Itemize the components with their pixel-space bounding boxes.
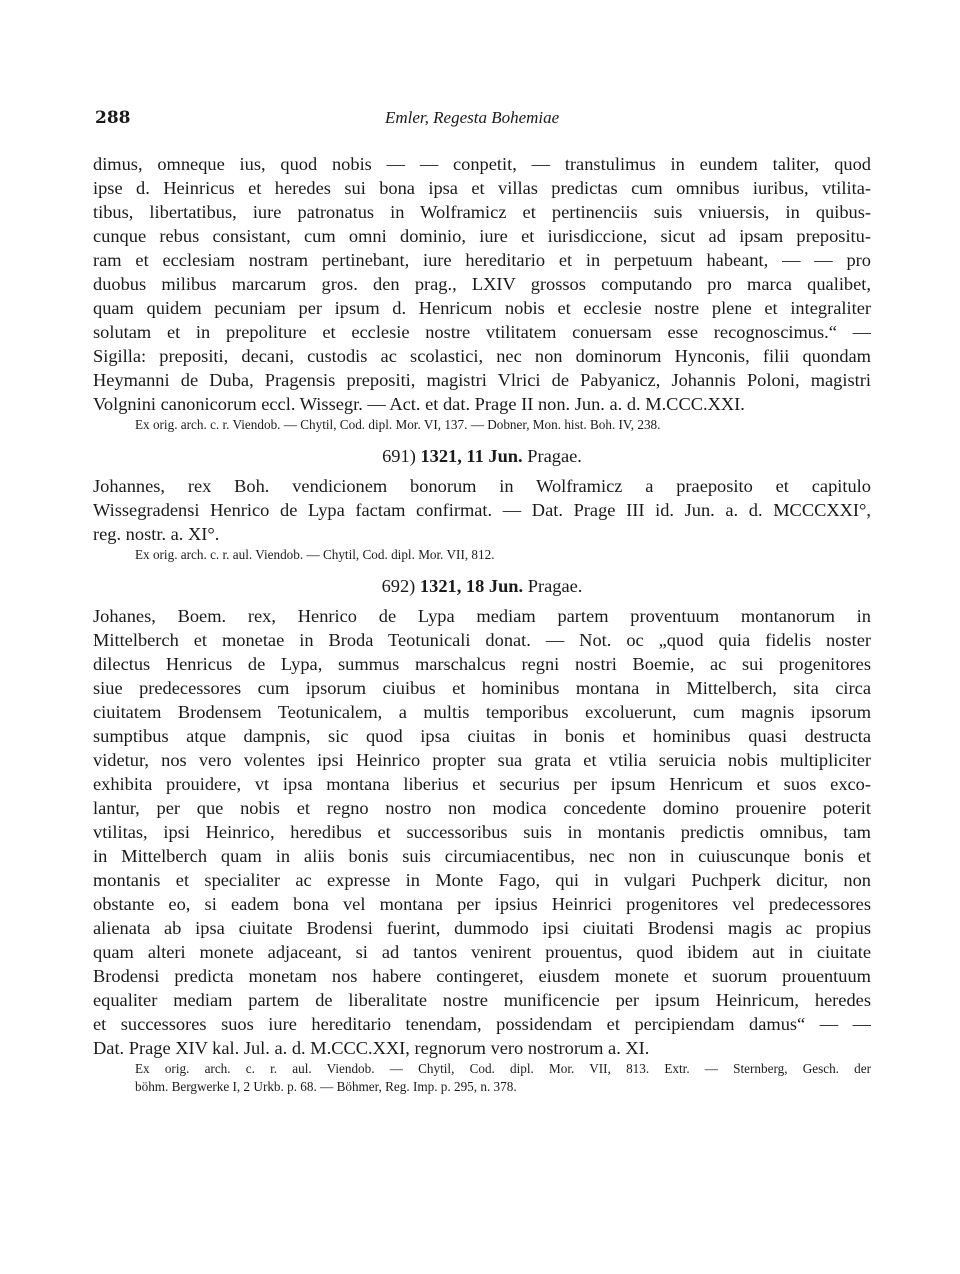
entry-heading: [93, 444, 871, 468]
text-line: quam quidem pecuniam per ipsum d. Henricum nobis et ecclesie nostre plene et integraliter: [93, 298, 871, 318]
source-note: [93, 416, 871, 434]
text-line: Heymanni de Duba, Pragensis prepositi, magistri Vlrici de Pabyanicz, Johannis Poloni, magistri: [93, 370, 871, 390]
entry-paragraph: [93, 474, 871, 546]
entry-date: 1321, 11 Jun.: [420, 446, 523, 466]
body-text: [93, 152, 871, 1096]
text-line: Johannes, rex Boh. vendicionem bonorum in Wolframicz a praeposito et capitulo: [93, 476, 871, 496]
text-line: Dat. Prage XIV kal. Jul. a. d. M.CCC.XXI, regnorum vero nostrorum a. XI.: [93, 1038, 650, 1058]
text-line: siue predecessores cum ipsorum ciuibus et hominibus montana in Mittelberch, sita circa: [93, 678, 871, 698]
text-line: equaliter mediam partem de liberalitate nostre munificencie per ipsum Heinricum, heredes: [93, 990, 871, 1010]
text-line: ram et ecclesiam nostram pertinebant, iure hereditario et in perpetuum habeant, — — pro: [93, 250, 871, 270]
text-line: duobus milibus marcarum gros. den prag., LXIV grossos computando pro marca qualibet,: [93, 274, 871, 294]
note-line: Ex orig. arch. c. r. aul. Viendob. — Chytil, Cod. dipl. Mor. VII, 812.: [135, 547, 495, 562]
source-note: [93, 546, 871, 564]
text-line: montanis et specialiter ac expresse in Monte Fago, qui in vulgari Puchperk dicitur, non: [93, 870, 871, 890]
text-line: solutam et in prepoliture et ecclesie nostre vtilitatem conuersam esse recognoscimus.“ —: [93, 322, 871, 342]
entry-date: 1321, 18 Jun.: [419, 576, 524, 596]
text-line: Mittelberch et monetae in Broda Teotunicali donat. — Not. oc „quod quia fidelis noster: [93, 630, 871, 650]
text-line: reg. nostr. a. XI°.: [93, 524, 220, 544]
text-line: ciuitatem Brodensem Teotunicalem, a multis temporibus excoluerunt, cum magnis ipsorum: [93, 702, 871, 722]
text-line: et successores suos iure hereditario tenendam, possidendam et percipiendam damus“ — —: [93, 1014, 871, 1034]
entry-number: 691): [382, 446, 416, 466]
text-line: lantur, per que nobis et regno nostro non modica concedente domino prouenire poterit: [93, 798, 871, 818]
note-line: böhm. Bergwerke I, 2 Urkb. p. 68. — Böhmer, Reg. Imp. p. 295, n. 378.: [135, 1079, 517, 1094]
entry-place: Pragae.: [527, 576, 583, 596]
text-line: vtilitas, ipsi Heinrico, heredibus et successoribus suis in montanis predictis omnibus, tam: [93, 822, 871, 842]
entry-place: Pragae.: [527, 446, 582, 466]
entry-paragraph: [93, 604, 871, 1060]
page-header: [95, 108, 875, 134]
text-line: videtur, nos vero volentes ipsi Heinrico propter sua grata et vtilia seruicia nobis multipliciter: [93, 750, 871, 770]
text-line: ipse d. Heinricus et heredes sui bona ipsa et villas predictas cum omnibus iuribus, vtilita-: [93, 178, 871, 198]
text-line: cunque rebus consistant, cum omni dominio, iure et iurisdiccione, sicut ad ipsam prepositu-: [93, 226, 871, 246]
text-line: Brodensi predicta monetam nos habere contingeret, eiusdem monete et suorum prouentuum: [93, 966, 871, 986]
text-line: dilectus Henricus de Lypa, summus marschalcus regni nostri Boemie, ac sui progenitores: [93, 654, 871, 674]
text-line: Volgnini canonicorum eccl. Wissegr. — Act. et dat. Prage II non. Jun. a. d. M.CCC.XXI.: [93, 394, 745, 414]
text-line: Wissegradensi Henrico de Lypa factam confirmat. — Dat. Prage III id. Jun. a. d. MCCCXXI°,: [93, 500, 871, 520]
page-number: 288: [95, 108, 131, 128]
text-line: obstante eo, si eadem bona vel montana per ipsius Heinrici progenitores vel predecessores: [93, 894, 871, 914]
text-line: tibus, libertatibus, iure patronatus in Wolframicz et pertinenciis suis vniuersis, in quibus-: [93, 202, 871, 222]
text-line: Sigilla: prepositi, decani, custodis ac scolastici, nec non dominorum Hynconis, filii quondam: [93, 346, 871, 366]
text-line: Johanes, Boem. rex, Henrico de Lypa mediam partem proventuum montanorum in: [93, 606, 871, 626]
text-line: in Mittelberch quam in aliis bonis suis circumiacentibus, nec non in cuiuscunque bonis et: [93, 846, 871, 866]
note-line: Ex orig. arch. c. r. aul. Viendob. — Chytil, Cod. dipl. Mor. VII, 813. Extr. — Sternberg, Gesch. der: [135, 1061, 871, 1076]
continuation-paragraph: [93, 152, 871, 416]
text-line: dimus, omneque ius, quod nobis — — conpetit, — transtulimus in eundem taliter, quod: [93, 154, 871, 174]
text-line: quam alteri monete adjaceant, si ad tantos venirent prouentus, quod ibidem aut in ciuitate: [93, 942, 871, 962]
text-line: sumptibus atque dampnis, sic quod ipsa ciuitas in bonis et hominibus quasi destructa: [93, 726, 871, 746]
entry-heading: [93, 574, 871, 598]
running-title: Emler, Regesta Bohemiae: [385, 108, 560, 127]
text-line: exhibita prouidere, vt ipsa montana liberius et securius per ipsum Henricum et suos exco-: [93, 774, 871, 794]
entry-number: 692): [381, 576, 416, 596]
source-note: [93, 1060, 871, 1096]
text-line: alienata ab ipsa ciuitate Brodensi fuerint, dummodo ipsi ciuitati Brodensi magis ac propius: [93, 918, 871, 938]
note-line: Ex orig. arch. c. r. Viendob. — Chytil, Cod. dipl. Mor. VI, 137. — Dobner, Mon. hist. Boh. IV, 238.: [135, 417, 661, 432]
